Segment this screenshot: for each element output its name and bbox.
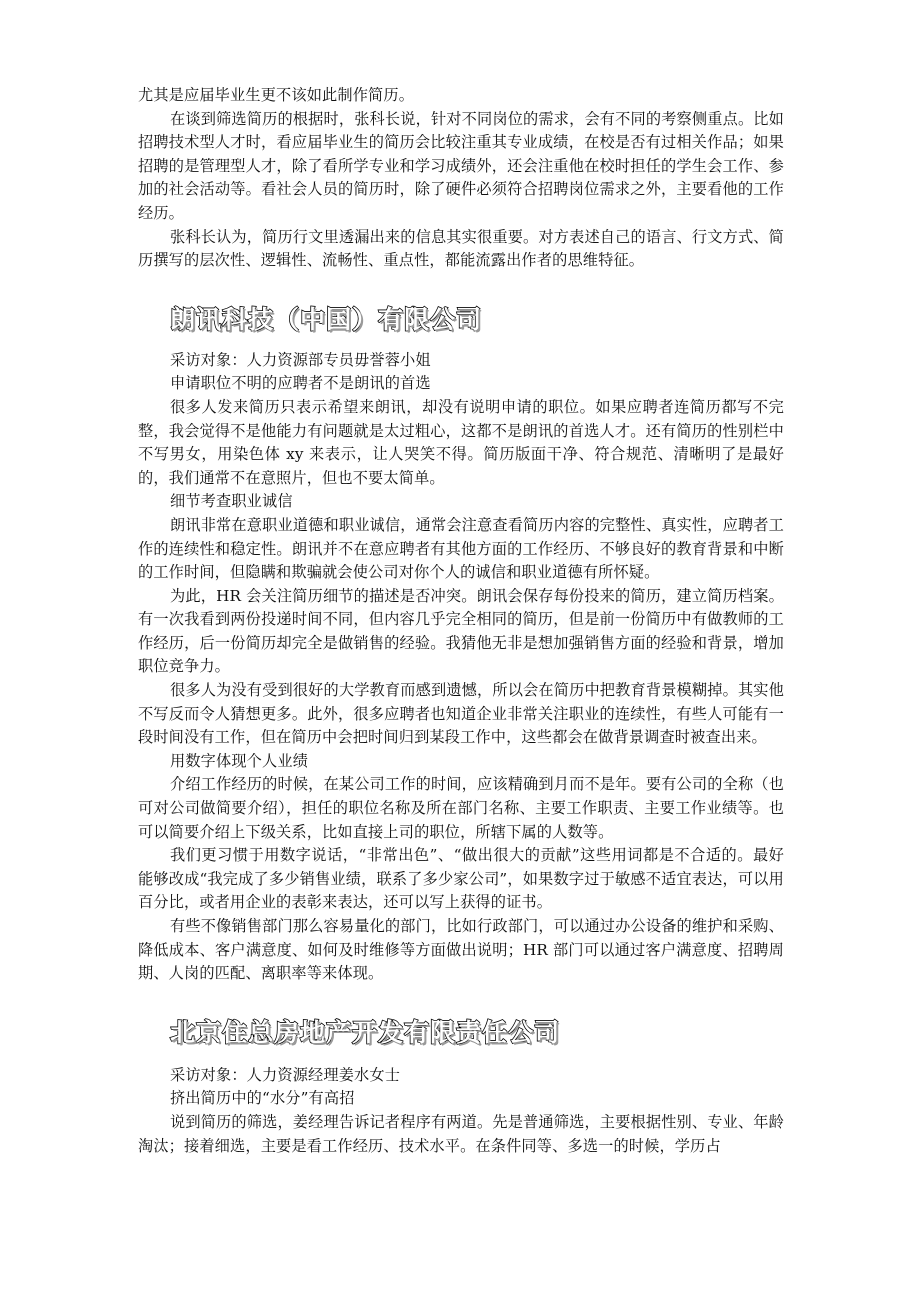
lucent-paragraph-7: 有些不像销售部门那么容易量化的部门，比如行政部门，可以通过办公设备的维护和采购、降低成本、客户满意度、如何及时维修等方面做出说明；HR 部门可以通过客户满意度、招聘周期、人岗的匹配、离职率等来体现。 [138, 917, 784, 983]
zhuzong-paragraph-1: 说到简历的筛选，姜经理告诉记者程序有两道。先是普通筛选，主要根据性别、专业、年龄淘汰；接着细选，主要是看工作经历、技术水平。在条件同等、多选一的时候，学历占 [138, 1112, 784, 1155]
lucent-paragraph-1: 很多人发来简历只表示希望来朗讯，却没有说明申请的职位。如果应聘者连简历都写不完整，我会觉得不是他能力有问题就是太过粗心，这都不是朗讯的首选人才。还有简历的性别栏中不写男女，用染色体 xy 来表示，让人哭笑不得。简历版面干净、符合规范、清晰明了是最好的，我们通常不在意照片，但也不要太简单。 [138, 397, 784, 487]
interviewee-lucent: 采访对象：人力资源部专员毋誉蓉小姐 [170, 350, 431, 369]
subheading-lucent-1: 申请职位不明的应聘者不是朗讯的首选 [170, 374, 431, 393]
lucent-paragraph-4: 很多人为没有受到很好的大学教育而感到遗憾，所以会在简历中把教育背景模糊掉。其实他不写反而令人猜想更多。此外，很多应聘者也知道企业非常关注职业的连续性，有些人可能有一段时间没有工作，但在简历中会把时间归到某段工作中，这些都会在做背景调查时被查出来。 [138, 681, 784, 747]
subheading-zhuzong-1: 挤出简历中的“水分”有高招 [170, 1089, 355, 1108]
intro-paragraph-1: 在谈到筛选简历的根据时，张科长说，针对不同岗位的需求，会有不同的考察侧重点。比如招聘技术型人才时，看应届毕业生的简历会比较注重其专业成绩，在校是否有过相关作品；如果招聘的是管理型人才，除了看所学专业和学习成绩外，还会注重他在校时担任的学生会工作、参加的社会活动等。看社会人员的简历时，除了硬件必须符合招聘岗位需求之外，主要看他的工作经历。 [138, 109, 784, 222]
company-title-lucent: 朗讯科技（中国）有限公司 [170, 304, 483, 334]
lucent-paragraph-2: 朗讯非常在意职业道德和职业诚信，通常会注意查看简历内容的完整性、真实性，应聘者工作的连续性和稳定性。朗讯并不在意应聘者有其他方面的工作经历、不够良好的教育背景和中断的工作时间，但隐瞒和欺骗就会使公司对你个人的诚信和职业道德有所怀疑。 [138, 515, 784, 582]
subheading-lucent-2: 细节考查职业诚信 [170, 492, 293, 511]
company-title-zhuzong: 北京住总房地产开发有限责任公司 [170, 1017, 561, 1047]
interviewee-zhuzong: 采访对象：人力资源经理姜水女士 [170, 1065, 401, 1084]
lucent-paragraph-5: 介绍工作经历的时候，在某公司工作的时间，应该精确到月而不是年。要有公司的全称（也可对公司做简要介绍），担任的职位名称及所在部门名称、主要工作职责、主要工作业绩等。也可以简要介绍上下级关系，比如直接上司的职位，所辖下属的人数等。 [138, 775, 784, 841]
intro-paragraph-0: 尤其是应届毕业生更不该如此制作简历。 [138, 86, 415, 104]
intro-paragraph-2: 张科长认为，简历行文里透漏出来的信息其实很重要。对方表述自己的语言、行文方式、简历撰写的层次性、逻辑性、流畅性、重点性，都能流露出作者的思维特征。 [138, 227, 784, 270]
lucent-paragraph-3: 为此，HR 会关注简历细节的描述是否冲突。朗讯会保存每份投来的简历，建立简历档案。有一次我看到两份投递时间不同，但内容几乎完全相同的简历，但是前一份简历中有做教师的工作经历，后一份简历却完全是做销售的经验。我猜他无非是想加强销售方面的经验和背景，增加职位竞争力。 [138, 586, 784, 676]
subheading-lucent-3: 用数字体现个人业绩 [170, 751, 309, 770]
document-page [138, 84, 784, 1158]
lucent-paragraph-6: 我们更习惯于用数字说话，“非常出色”、“做出很大的贡献”这些用词都是不合适的。最好能够改成“我完成了多少销售业绩，联系了多少家公司”，如果数字过于敏感不适宜表达，可以用百分比，或者用企业的表彰来表达，还可以写上获得的证书。 [138, 846, 784, 912]
